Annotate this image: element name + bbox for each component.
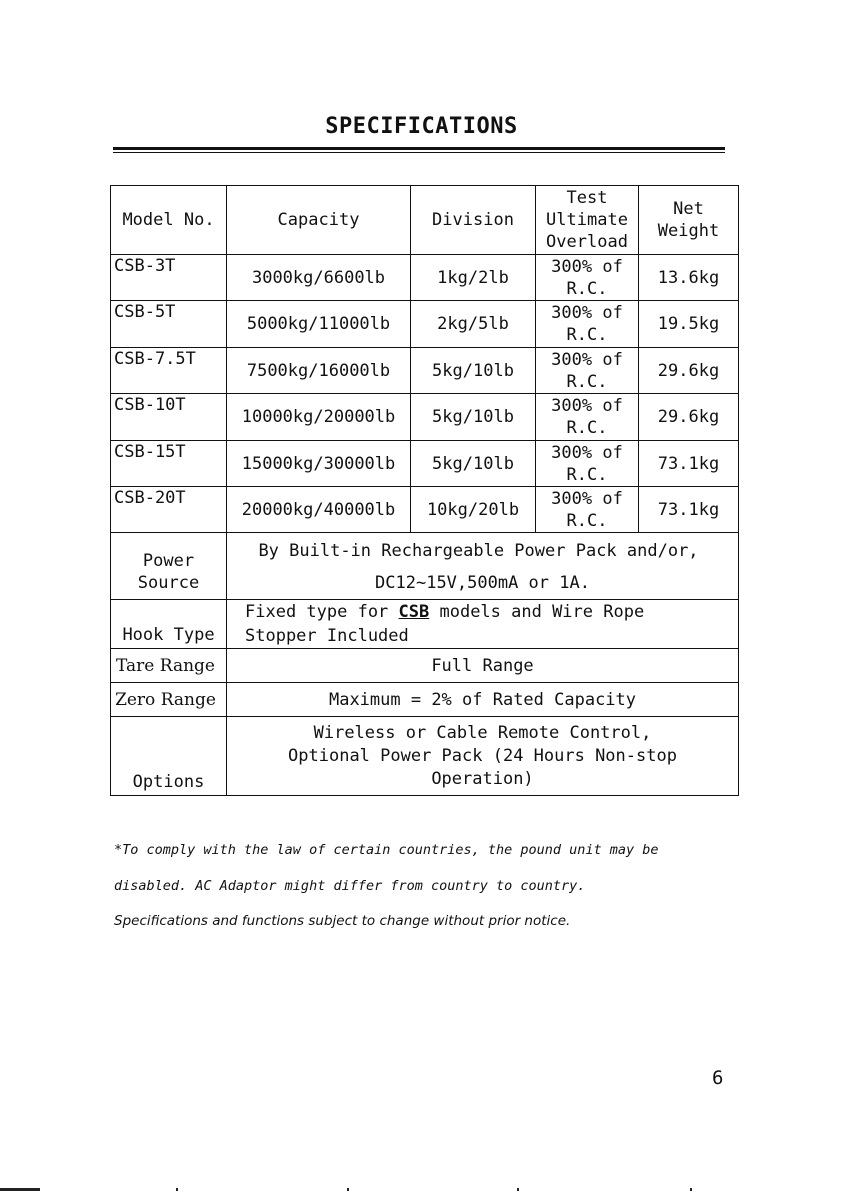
header-overload-line-3: Overload	[546, 232, 628, 252]
power-source-label	[111, 533, 227, 600]
edge-mark	[347, 1188, 349, 1191]
overload-cell	[536, 487, 639, 533]
tare-range-label-text: Tare Range	[116, 655, 215, 676]
division-cell: 5kg/10lb	[411, 394, 536, 441]
overload-cell	[536, 255, 639, 301]
tare-range-label	[111, 649, 227, 683]
overload-cell	[536, 301, 639, 348]
overload-line-1: 300% of	[551, 396, 623, 416]
hook-model-name: CSB	[398, 602, 430, 622]
power-source-value	[227, 533, 739, 600]
bottom-edge-marks	[0, 1188, 843, 1192]
overload-line-1: 300% of	[551, 349, 623, 370]
hook-type-label: Hook Type	[111, 600, 227, 649]
edge-mark	[176, 1188, 178, 1191]
hook-type-value	[227, 600, 739, 649]
model-cell: CSB-3T	[111, 255, 227, 301]
header-overload-line-1: Test	[566, 188, 608, 208]
tare-range-row	[111, 649, 739, 683]
division-cell: 5kg/10lb	[411, 441, 536, 487]
capacity-cell: 10000kg/20000lb	[227, 394, 411, 441]
hook-type-row	[111, 600, 739, 649]
page-number: 6	[712, 1067, 724, 1089]
title-rule-thin	[113, 152, 725, 153]
footnote-line-2: disabled. AC Adaptor might differ from country to country.	[114, 878, 586, 894]
options-row	[111, 717, 739, 796]
model-cell: CSB-15T	[111, 441, 227, 487]
model-cell: CSB-5T	[111, 301, 227, 348]
header-weight	[639, 186, 739, 255]
power-line-1: By Built-in Rechargeable Power Pack and/or,	[258, 541, 699, 561]
model-cell: CSB-7.5T	[111, 348, 227, 394]
overload-line-2: R.C.	[566, 464, 608, 485]
hook-text-pre: Fixed type for	[245, 602, 399, 622]
division-cell: 10kg/20lb	[411, 487, 536, 533]
tare-range-value: Full Range	[227, 649, 739, 683]
table-header-row	[111, 186, 739, 255]
division-cell: 5kg/10lb	[411, 348, 536, 394]
weight-cell: 73.1kg	[639, 441, 739, 487]
zero-range-row	[111, 683, 739, 717]
weight-cell: 29.6kg	[639, 348, 739, 394]
power-line-2: DC12~15V,500mA or 1A.	[375, 573, 590, 593]
options-label: Options	[111, 717, 227, 796]
header-capacity: Capacity	[227, 186, 411, 255]
weight-cell: 13.6kg	[639, 255, 739, 301]
edge-mark	[0, 1188, 40, 1191]
edge-mark	[517, 1188, 519, 1191]
edge-mark	[690, 1188, 692, 1191]
options-line-3: Operation)	[431, 768, 534, 789]
footnote-line-1: *To comply with the law of certain countries, the pound unit may be	[114, 842, 659, 858]
weight-cell: 73.1kg	[639, 487, 739, 533]
title-rule-thick	[113, 147, 725, 150]
overload-cell	[536, 394, 639, 441]
table-row	[111, 348, 739, 394]
model-cell: CSB-20T	[111, 487, 227, 533]
capacity-cell: 20000kg/40000lb	[227, 487, 411, 533]
header-overload-line-2: Ultimate	[546, 210, 628, 230]
overload-line-1: 300% of	[551, 488, 623, 509]
overload-line-2: R.C.	[566, 371, 608, 392]
overload-line-1: 300% of	[551, 303, 623, 323]
table-row	[111, 441, 739, 487]
options-line-1: Wireless or Cable Remote Control,	[313, 722, 652, 743]
hook-line-2: Stopper Included	[245, 626, 409, 646]
specifications-table	[110, 185, 739, 796]
division-cell: 1kg/2lb	[411, 255, 536, 301]
zero-range-label	[111, 683, 227, 717]
options-line-2: Optional Power Pack (24 Hours Non-stop	[288, 745, 677, 766]
overload-line-2: R.C.	[566, 325, 608, 345]
overload-line-1: 300% of	[551, 256, 623, 277]
capacity-cell: 7500kg/16000lb	[227, 348, 411, 394]
table-row	[111, 255, 739, 301]
table-row	[111, 394, 739, 441]
header-overload	[536, 186, 639, 255]
header-weight-line-1: Net	[673, 199, 704, 219]
zero-range-label-text: Zero Range	[115, 689, 216, 710]
page-title: SPECIFICATIONS	[325, 114, 518, 139]
footnote-line-3: Specifications and functions subject to change without prior notice.	[114, 913, 571, 929]
power-label-line-1: Power	[142, 551, 195, 571]
overload-line-1: 300% of	[551, 442, 623, 463]
division-cell: 2kg/5lb	[411, 301, 536, 348]
overload-cell	[536, 348, 639, 394]
weight-cell: 19.5kg	[639, 301, 739, 348]
power-label-line-2: Source	[137, 573, 200, 593]
table-row	[111, 487, 739, 533]
capacity-cell: 15000kg/30000lb	[227, 441, 411, 487]
model-cell: CSB-10T	[111, 394, 227, 441]
weight-cell: 29.6kg	[639, 394, 739, 441]
header-weight-line-2: Weight	[657, 221, 720, 241]
zero-range-value: Maximum = 2% of Rated Capacity	[227, 683, 739, 717]
capacity-cell: 3000kg/6600lb	[227, 255, 411, 301]
capacity-cell: 5000kg/11000lb	[227, 301, 411, 348]
options-value	[227, 717, 739, 796]
overload-line-2: R.C.	[566, 510, 608, 531]
hook-text-post: models and Wire Rope	[429, 602, 645, 622]
header-division: Division	[411, 186, 536, 255]
power-source-row	[111, 533, 739, 600]
overload-line-2: R.C.	[566, 418, 608, 438]
header-model: Model No.	[111, 186, 227, 255]
overload-cell	[536, 441, 639, 487]
overload-line-2: R.C.	[566, 278, 608, 299]
table-row	[111, 301, 739, 348]
